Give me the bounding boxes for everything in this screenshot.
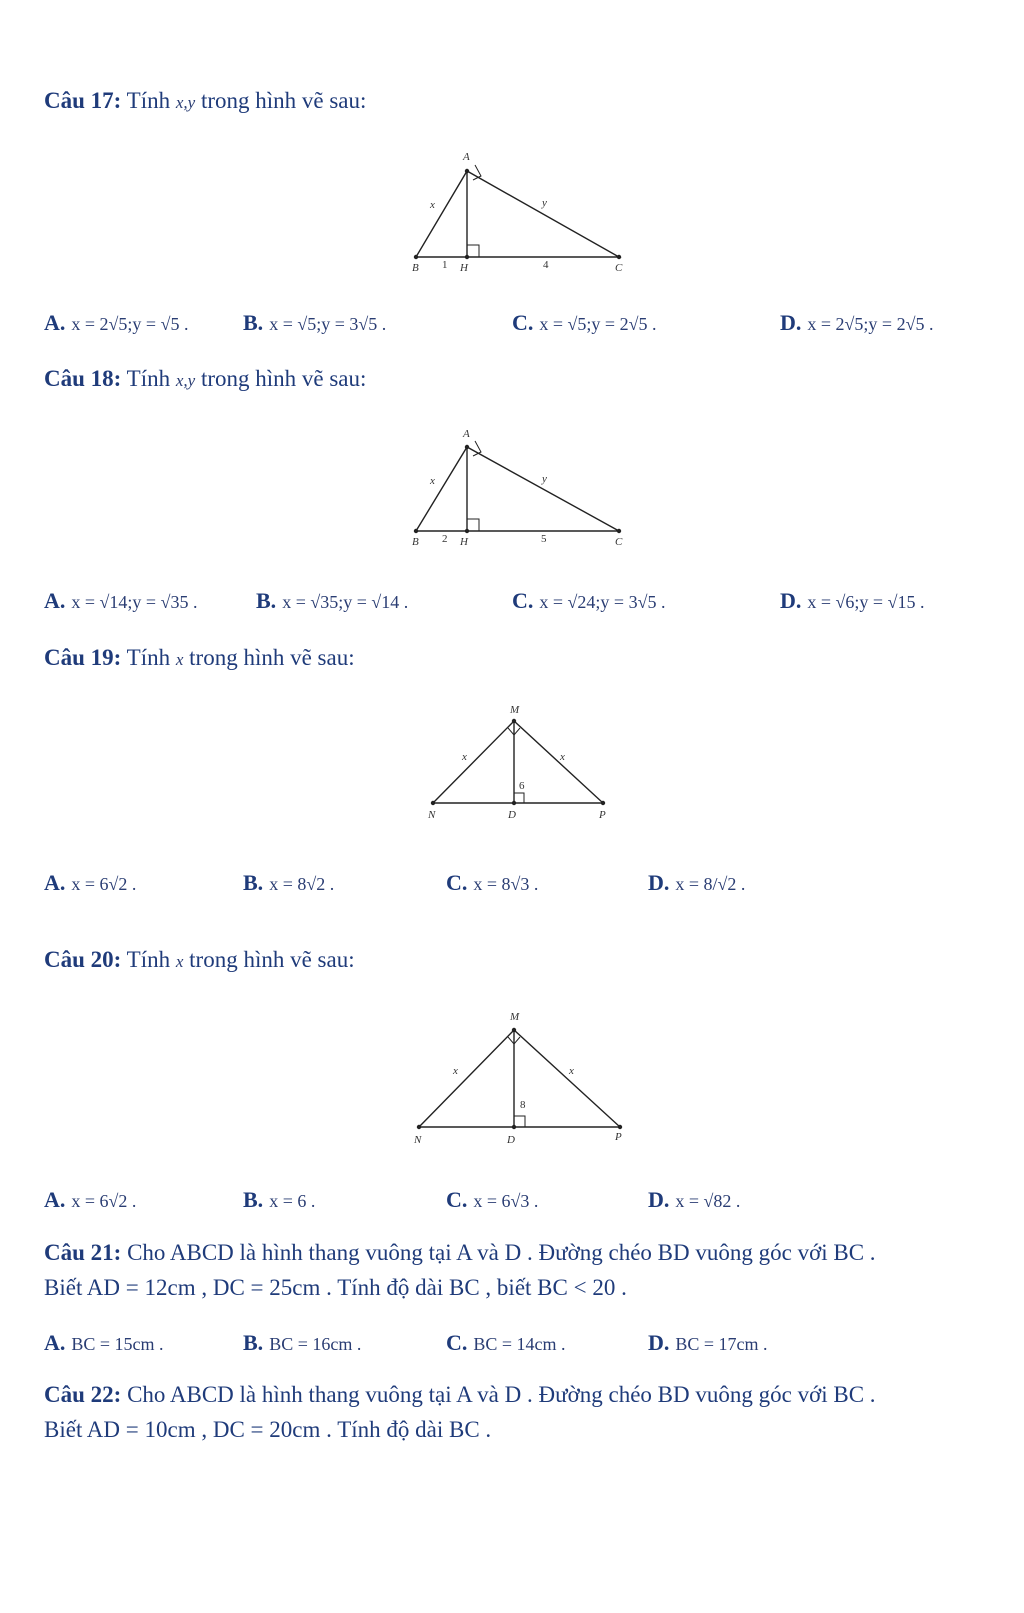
q21-option-d[interactable]: D. BC = 17cm . [648,1330,768,1355]
question-22-line1: Câu 22: Cho ABCD là hình thang vuông tại A và D . Đường chéo BD vuông góc với BC . [44,1382,876,1407]
question-19-title: Câu 19: [44,645,122,670]
figure-18-triangle [400,428,640,553]
question-20-title: Câu 20: [44,947,122,972]
svg-text:x: x [430,475,435,487]
q19-option-d[interactable]: D. x = 8/√2 . [648,870,746,895]
svg-text:A: A [463,151,470,163]
svg-text:P: P [615,1131,622,1143]
svg-text:B: B [412,262,419,274]
svg-text:B: B [412,536,419,548]
figure-20-triangle [410,1005,630,1145]
q21-option-a[interactable]: A. BC = 15cm . [44,1330,164,1355]
q18-option-b[interactable]: B. x = √35;y = √14 . [256,588,409,613]
q17-option-b[interactable]: B. x = √5;y = 3√5 . [243,310,387,335]
svg-text:x: x [430,199,435,211]
q20-option-d[interactable]: D. x = √82 . [648,1187,741,1212]
svg-text:M: M [510,1011,520,1023]
svg-text:A: A [463,428,470,440]
q19-option-b[interactable]: B. x = 8√2 . [243,870,335,895]
svg-text:x: x [569,1065,574,1077]
svg-text:C: C [615,536,623,548]
svg-text:y: y [542,197,547,209]
q17-option-c[interactable]: C. x = √5;y = 2√5 . [512,310,657,335]
question-17-prompt: Câu 17: Tính x,y trong hình vẽ sau: [44,88,367,113]
question-21-line2: Biết AD = 12cm , DC = 25cm . Tính độ dài BC , biết BC < 20 . [44,1275,627,1300]
q17-option-d[interactable]: D. x = 2√5;y = 2√5 . [780,310,934,335]
question-22-line2: Biết AD = 10cm , DC = 20cm . Tính độ dài BC . [44,1417,492,1442]
svg-text:D: D [508,809,516,821]
q18-option-a[interactable]: A. x = √14;y = √35 . [44,588,198,613]
svg-text:x: x [462,751,467,763]
svg-text:5: 5 [541,533,547,545]
question-22-title: Câu 22: [44,1382,122,1407]
q21-option-c[interactable]: C. BC = 14cm . [446,1330,566,1355]
question-21-title: Câu 21: [44,1240,122,1265]
question-21-line1: Câu 21: Cho ABCD là hình thang vuông tại A và D . Đường chéo BD vuông góc với BC . [44,1240,876,1265]
question-18-title: Câu 18: [44,366,122,391]
svg-text:N: N [428,809,436,821]
svg-text:x: x [560,751,565,763]
question-19-prompt: Câu 19: Tính x trong hình vẽ sau: [44,645,355,670]
q18-option-c[interactable]: C. x = √24;y = 3√5 . [512,588,666,613]
q19-option-a[interactable]: A. x = 6√2 . [44,870,137,895]
figure-19-triangle [420,700,620,825]
q21-option-b[interactable]: B. BC = 16cm . [243,1330,362,1355]
svg-text:D: D [507,1134,515,1146]
q20-option-c[interactable]: C. x = 6√3 . [446,1187,539,1212]
svg-text:x: x [453,1065,458,1077]
q18-option-d[interactable]: D. x = √6;y = √15 . [780,588,925,613]
question-20-prompt: Câu 20: Tính x trong hình vẽ sau: [44,947,355,972]
svg-text:N: N [414,1134,422,1146]
q19-option-c[interactable]: C. x = 8√3 . [446,870,539,895]
svg-text:H: H [460,262,468,274]
svg-text:8: 8 [520,1099,526,1111]
svg-text:P: P [599,809,606,821]
svg-text:H: H [460,536,468,548]
svg-text:M: M [510,704,520,716]
svg-text:4: 4 [543,259,549,271]
question-18-prompt: Câu 18: Tính x,y trong hình vẽ sau: [44,366,367,391]
q20-option-a[interactable]: A. x = 6√2 . [44,1187,137,1212]
svg-text:6: 6 [519,780,525,792]
q17-option-a[interactable]: A. x = 2√5;y = √5 . [44,310,189,335]
figure-17-triangle [400,150,640,275]
q20-option-b[interactable]: B. x = 6 . [243,1187,316,1212]
question-17-title: Câu 17: [44,88,122,113]
svg-text:C: C [615,262,623,274]
svg-text:y: y [542,473,547,485]
svg-text:2: 2 [442,533,448,545]
svg-text:1: 1 [442,259,448,271]
